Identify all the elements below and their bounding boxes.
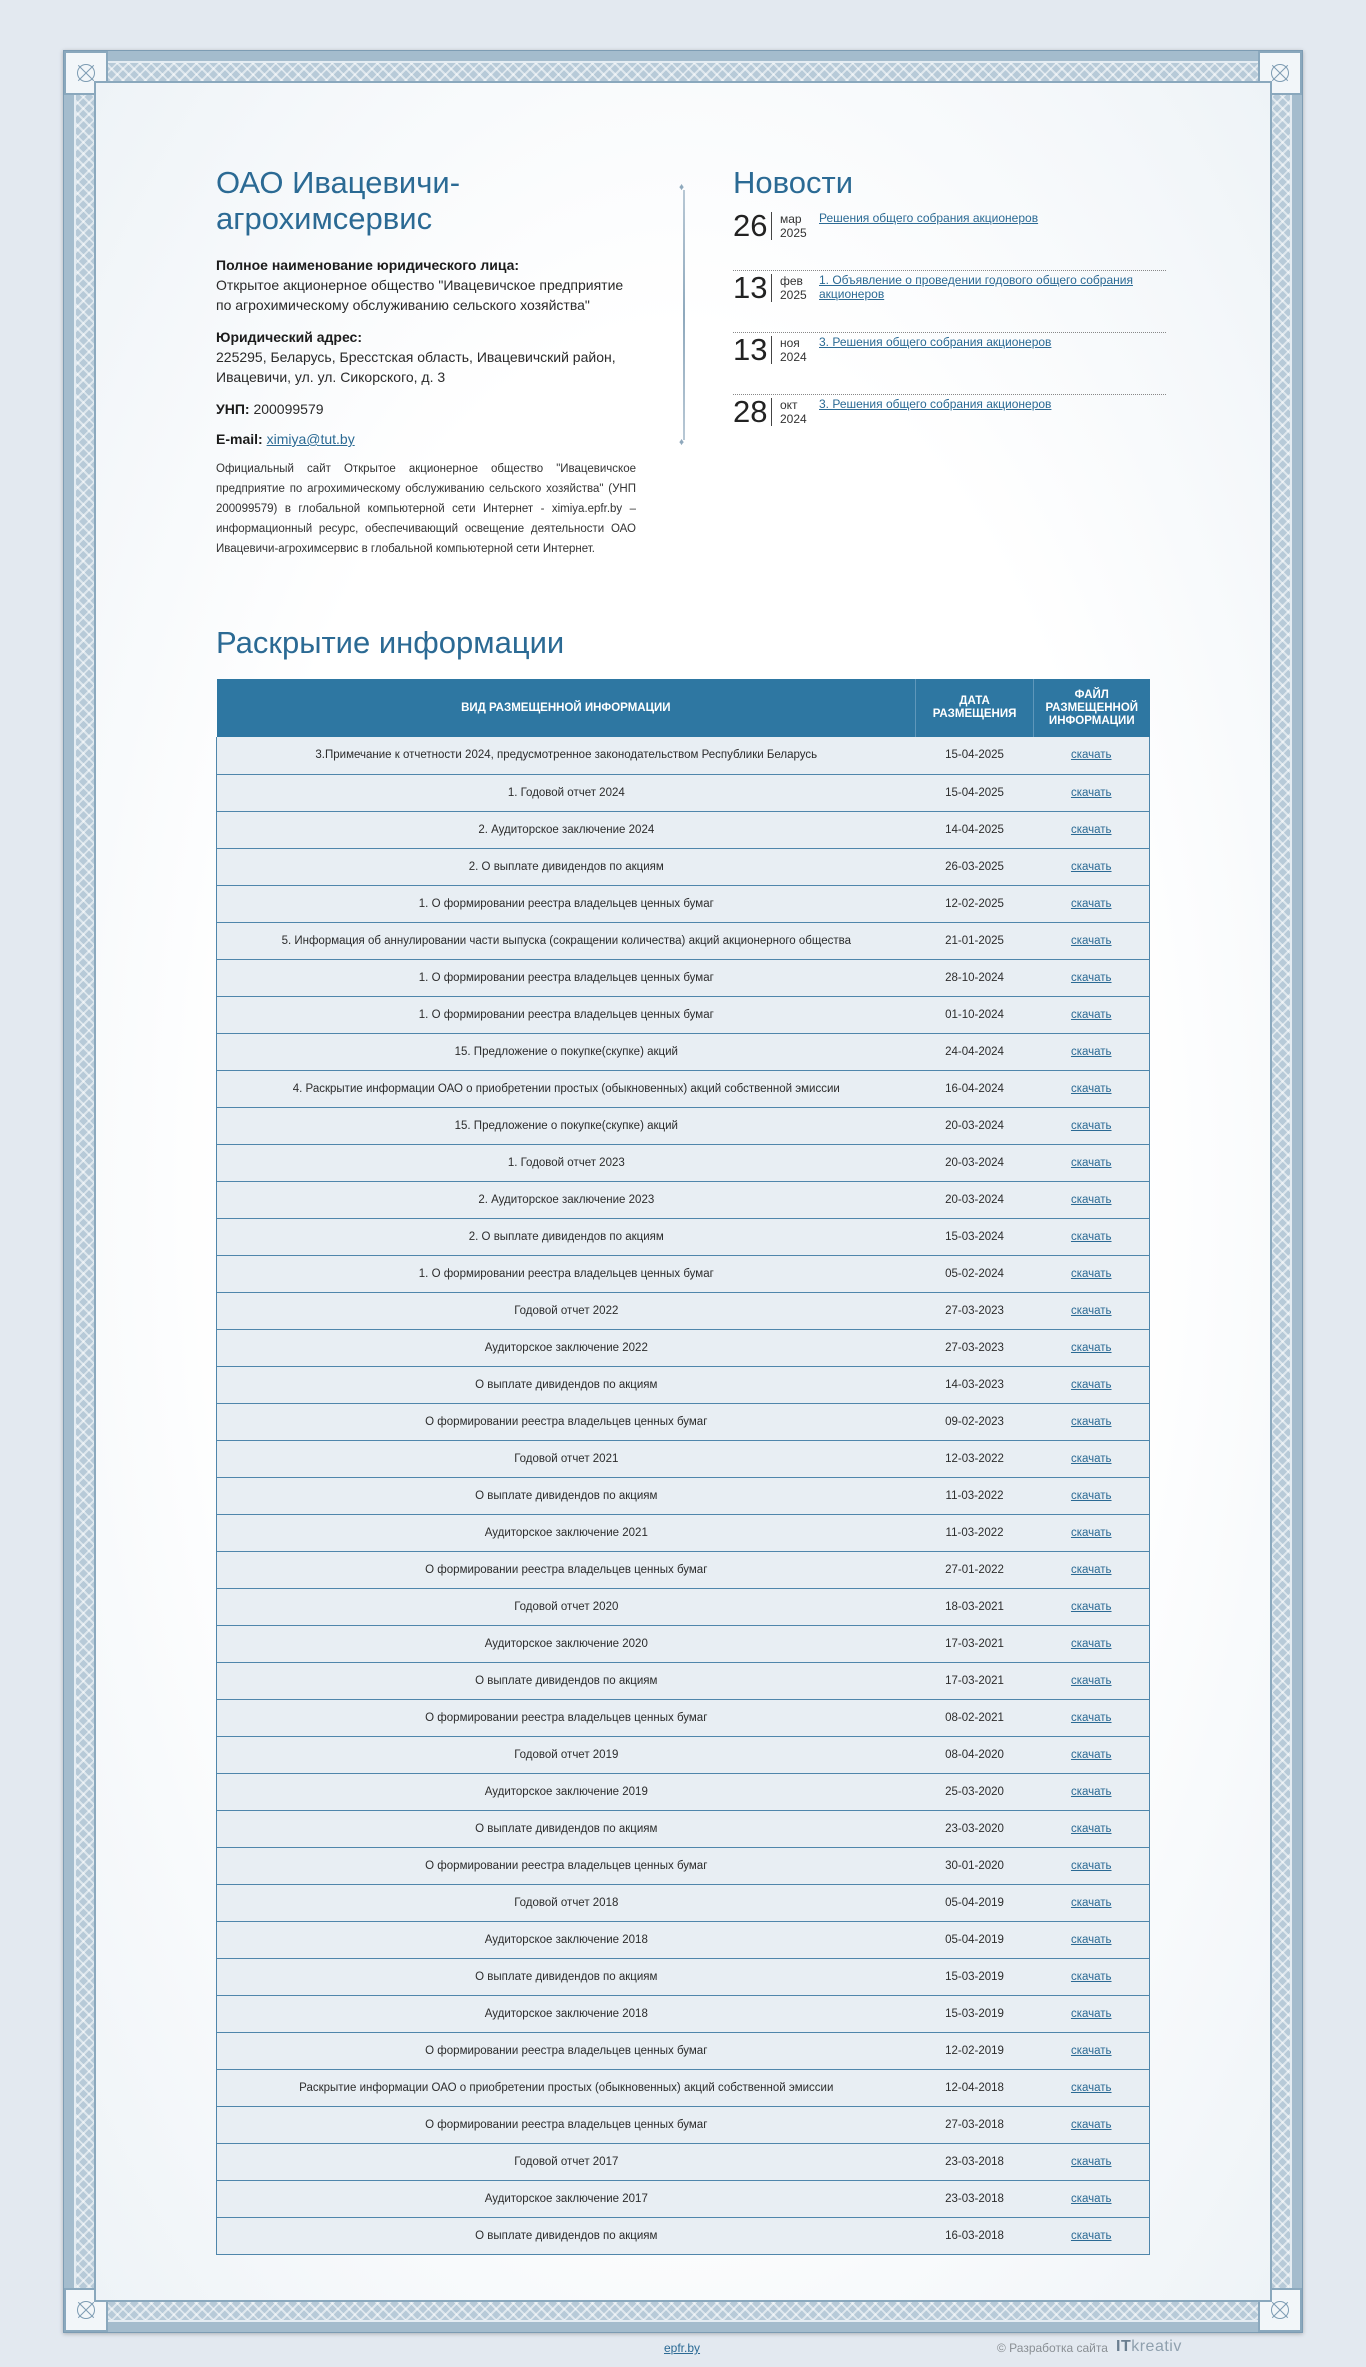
info-type-cell: О формировании реестра владельцев ценных бумаг [217,1847,916,1884]
download-link[interactable]: скачать [1070,1008,1112,1021]
file-cell [1034,1699,1150,1736]
download-link[interactable]: скачать [1070,1267,1112,1280]
table-header-row [217,679,1150,737]
date-cell: 27-03-2018 [916,2106,1034,2143]
news-day: 26 [733,208,768,243]
file-cell [1034,1218,1150,1255]
download-link[interactable]: скачать [1070,860,1112,873]
news-title: Новости [733,165,854,200]
table-row [217,2143,1150,2180]
footer [0,2338,1366,2361]
download-link[interactable]: скачать [1070,1970,1112,1983]
table-row [217,2106,1150,2143]
table-row [217,1699,1150,1736]
download-link[interactable]: скачать [1070,1822,1112,1835]
table-row [217,1921,1150,1958]
info-type-cell: О выплате дивидендов по акциям [217,1810,916,1847]
disclosure-title: Раскрытие информации [216,625,565,660]
news-month-year [771,274,819,302]
file-cell [1034,1847,1150,1884]
table-row [217,885,1150,922]
download-link[interactable]: скачать [1070,1896,1112,1909]
table-row [217,811,1150,848]
full-name-value: Открытое акционерное общество "Ивацевичское предприятие по агрохимическому обслуживанию сельского хозяйства" [216,277,624,313]
info-type-cell: 2. О выплате дивидендов по акциям [217,1218,916,1255]
info-type-cell: О формировании реестра владельцев ценных бумаг [217,1699,916,1736]
news-day: 28 [733,394,768,429]
header-type[interactable]: ВИД РАЗМЕЩЕННОЙ ИНФОРМАЦИИ [217,679,916,737]
info-type-cell: Аудиторское заключение 2021 [217,1514,916,1551]
file-cell [1034,1514,1150,1551]
file-cell [1034,1107,1150,1144]
info-type-cell: О выплате дивидендов по акциям [217,1366,916,1403]
file-cell [1034,1440,1150,1477]
table-row [217,1477,1150,1514]
download-link[interactable]: скачать [1070,1526,1112,1539]
table-row [217,1588,1150,1625]
date-cell: 15-04-2025 [916,774,1034,811]
info-type-cell: 3.Примечание к отчетности 2024, предусмотренное законодательством Республики Беларусь [217,737,916,774]
news-day: 13 [733,270,768,305]
date-cell: 12-02-2025 [916,885,1034,922]
info-type-cell: Раскрытие информации ОАО о приобретении простых (обыкновенных) акций собственной эмиссии [217,2069,916,2106]
news-link[interactable]: 3. Решения общего собрания акционеров [819,397,1052,411]
email-label: E-mail: [216,431,263,447]
download-link[interactable]: скачать [1070,1230,1112,1243]
table-row [217,1847,1150,1884]
table-row [217,1995,1150,2032]
info-type-cell: О выплате дивидендов по акциям [217,1662,916,1699]
file-cell [1034,1551,1150,1588]
download-link[interactable]: скачать [1070,2081,1112,2094]
info-type-cell: Аудиторское заключение 2018 [217,1995,916,2032]
table-row [217,1662,1150,1699]
info-type-cell: Годовой отчет 2019 [217,1736,916,1773]
download-link[interactable]: скачать [1070,1748,1112,1761]
news-month-year [771,212,819,240]
file-cell [1034,1736,1150,1773]
download-link[interactable]: скачать [1070,1563,1112,1576]
news-year: 2024 [780,412,807,426]
info-type-cell: Аудиторское заключение 2018 [217,1921,916,1958]
email-row [216,429,636,449]
table-row [217,737,1150,774]
download-link[interactable]: скачать [1070,749,1112,762]
full-name-label: Полное наименование юридического лица: [216,257,520,273]
info-type-cell: Годовой отчет 2017 [217,2143,916,2180]
news-link[interactable]: 1. Объявление о проведении годового общего собрания акционеров [819,273,1133,301]
download-link[interactable]: скачать [1070,1193,1112,1206]
table-row [217,2217,1150,2254]
file-cell [1034,1588,1150,1625]
news-month: фев [780,274,803,288]
download-link[interactable]: скачать [1070,823,1112,836]
date-cell: 21-01-2025 [916,922,1034,959]
download-link[interactable]: скачать [1070,1711,1112,1724]
date-cell: 16-04-2024 [916,1070,1034,1107]
news-link[interactable]: 3. Решения общего собрания акционеров [819,335,1052,349]
section-divider [683,190,685,440]
info-type-cell: О формировании реестра владельцев ценных бумаг [217,2032,916,2069]
info-type-cell: Годовой отчет 2020 [217,1588,916,1625]
table-row [217,1033,1150,1070]
table-row [217,774,1150,811]
table-row [217,2180,1150,2217]
file-cell [1034,2106,1150,2143]
download-link[interactable]: скачать [1070,1082,1112,1095]
file-cell [1034,1625,1150,1662]
file-cell [1034,2180,1150,2217]
info-type-cell: Аудиторское заключение 2019 [217,1773,916,1810]
info-type-cell: 2. Аудиторское заключение 2023 [217,1181,916,1218]
file-cell [1034,922,1150,959]
disclosure-section [216,625,1150,2255]
info-type-cell: Годовой отчет 2018 [217,1884,916,1921]
date-cell: 20-03-2024 [916,1181,1034,1218]
table-row [217,1366,1150,1403]
footer-epfr-link[interactable]: epfr.by [664,2341,701,2355]
download-link[interactable]: скачать [1070,1637,1112,1650]
download-link[interactable]: скачать [1070,1119,1112,1132]
file-cell [1034,1810,1150,1847]
date-cell: 28-10-2024 [916,959,1034,996]
date-cell: 05-02-2024 [916,1255,1034,1292]
download-link[interactable]: скачать [1070,1304,1112,1317]
date-cell: 12-04-2018 [916,2069,1034,2106]
file-cell [1034,1181,1150,1218]
info-type-cell: О формировании реестра владельцев ценных бумаг [217,2106,916,2143]
info-type-cell: О формировании реестра владельцев ценных бумаг [217,1551,916,1588]
file-cell [1034,1144,1150,1181]
download-link[interactable]: скачать [1070,1378,1112,1391]
news-list [733,209,1166,457]
download-link[interactable]: скачать [1070,2229,1112,2242]
table-row [217,1440,1150,1477]
table-row [217,1107,1150,1144]
date-cell: 27-03-2023 [916,1329,1034,1366]
table-row [217,1144,1150,1181]
file-cell [1034,1033,1150,1070]
table-row [217,1773,1150,1810]
download-link[interactable]: скачать [1070,1045,1112,1058]
date-cell: 12-02-2019 [916,2032,1034,2069]
date-cell: 23-03-2020 [916,1810,1034,1847]
table-row [217,959,1150,996]
table-row [217,1551,1150,1588]
unp-label: УНП: [216,401,250,417]
file-cell [1034,2032,1150,2069]
file-cell [1034,1292,1150,1329]
header-file[interactable]: ФАЙЛ РАЗМЕЩЕННОЙ ИНФОРМАЦИИ [1034,679,1150,737]
date-cell: 15-03-2019 [916,1995,1034,2032]
site-description: Официальный сайт Открытое акционерное общество "Ивацевичское предприятие по агрохимическому обслуживанию сельского хозяйства" (УНП 200099579) в глобальной компьютерной сети Интернет - ximiya.epfr.by – информационный ресурс, обеспечивающий освещение деятельности ОАО Ивацевичи-агрохимсервис в глобальной компьютерной сети Интернет. [216,463,636,555]
file-cell [1034,811,1150,848]
news-month: ноя [780,336,800,350]
news-month-year [771,336,819,364]
download-link[interactable]: скачать [1070,1859,1112,1872]
date-cell: 16-03-2018 [916,2217,1034,2254]
download-link[interactable]: скачать [1070,2192,1112,2205]
date-cell: 15-03-2024 [916,1218,1034,1255]
download-link[interactable]: скачать [1070,1674,1112,1687]
file-cell [1034,1403,1150,1440]
date-cell: 20-03-2024 [916,1107,1034,1144]
download-link[interactable]: скачать [1070,2155,1112,2168]
developer-logo[interactable]: ITkreativ [1116,2338,1182,2355]
address-value: 225295, Беларусь, Бресстская область, Ивацевичский район, Ивацевичи, ул. ул. Сикорского, д. 3 [216,349,616,385]
email-link[interactable]: ximiya@tut.by [266,431,355,447]
download-link[interactable]: скачать [1070,1933,1112,1946]
table-row [217,1736,1150,1773]
news-item [733,209,1166,271]
date-cell: 05-04-2019 [916,1921,1034,1958]
file-cell [1034,1884,1150,1921]
table-row [217,1958,1150,1995]
info-type-cell: Аудиторское заключение 2022 [217,1329,916,1366]
news-month-year [771,398,819,426]
footer-copyright: © Разработка сайта [997,2341,1108,2355]
table-row [217,2069,1150,2106]
date-cell: 01-10-2024 [916,996,1034,1033]
date-cell: 30-01-2020 [916,1847,1034,1884]
info-type-cell: О выплате дивидендов по акциям [217,1958,916,1995]
date-cell: 11-03-2022 [916,1514,1034,1551]
info-type-cell: 1. О формировании реестра владельцев ценных бумаг [217,996,916,1033]
header-date[interactable]: ДАТА РАЗМЕЩЕНИЯ [916,679,1034,737]
file-cell [1034,774,1150,811]
date-cell: 08-02-2021 [916,1699,1034,1736]
info-type-cell: 5. Информация об аннулировании части выпуска (сокращении количества) акций акционерного общества [217,922,916,959]
file-cell [1034,959,1150,996]
file-cell [1034,2069,1150,2106]
date-cell: 14-03-2023 [916,1366,1034,1403]
info-type-cell: 1. Годовой отчет 2023 [217,1144,916,1181]
news-year: 2024 [780,350,807,364]
file-cell [1034,1958,1150,1995]
file-cell [1034,848,1150,885]
info-type-cell: Аудиторское заключение 2017 [217,2180,916,2217]
table-row [217,1070,1150,1107]
info-type-cell: Аудиторское заключение 2020 [217,1625,916,1662]
download-link[interactable]: скачать [1070,1156,1112,1169]
date-cell: 17-03-2021 [916,1625,1034,1662]
date-cell: 12-03-2022 [916,1440,1034,1477]
date-cell: 27-01-2022 [916,1551,1034,1588]
file-cell [1034,1255,1150,1292]
date-cell: 25-03-2020 [916,1773,1034,1810]
download-link[interactable]: скачать [1070,2044,1112,2057]
unp-value: 200099579 [253,401,324,417]
download-link[interactable]: скачать [1070,971,1112,984]
download-link[interactable]: скачать [1070,2007,1112,2020]
download-link[interactable]: скачать [1070,1452,1112,1465]
news-month: окт [780,398,798,412]
download-link[interactable]: скачать [1070,786,1112,799]
info-type-cell: 1. О формировании реестра владельцев ценных бумаг [217,1255,916,1292]
date-cell: 08-04-2020 [916,1736,1034,1773]
news-item [733,395,1166,457]
news-section [733,165,1166,457]
file-cell [1034,1921,1150,1958]
info-type-cell: 1. Годовой отчет 2024 [217,774,916,811]
file-cell [1034,1477,1150,1514]
date-cell: 11-03-2022 [916,1477,1034,1514]
date-cell: 23-03-2018 [916,2180,1034,2217]
download-link[interactable]: скачать [1070,2118,1112,2131]
news-item [733,333,1166,395]
date-cell: 15-03-2019 [916,1958,1034,1995]
table-row [217,1292,1150,1329]
download-link[interactable]: скачать [1070,1600,1112,1613]
unp-row [216,399,636,419]
info-type-cell: 1. О формировании реестра владельцев ценных бумаг [217,885,916,922]
table-row [217,922,1150,959]
file-cell [1034,996,1150,1033]
info-type-cell: Годовой отчет 2021 [217,1440,916,1477]
info-type-cell: О формировании реестра владельцев ценных бумаг [217,1403,916,1440]
date-cell: 20-03-2024 [916,1144,1034,1181]
info-type-cell: Годовой отчет 2022 [217,1292,916,1329]
file-cell [1034,1070,1150,1107]
date-cell: 26-03-2025 [916,848,1034,885]
download-link[interactable]: скачать [1070,934,1112,947]
news-year: 2025 [780,226,807,240]
download-link[interactable]: скачать [1070,1341,1112,1354]
table-row [217,1884,1150,1921]
file-cell [1034,1662,1150,1699]
info-type-cell: 15. Предложение о покупке(скупке) акций [217,1107,916,1144]
company-info [216,165,636,559]
info-type-cell: 2. О выплате дивидендов по акциям [217,848,916,885]
date-cell: 17-03-2021 [916,1662,1034,1699]
news-month: мар [780,212,802,226]
download-link[interactable]: скачать [1070,1415,1112,1428]
date-cell: 23-03-2018 [916,2143,1034,2180]
table-row [217,1625,1150,1662]
table-row [217,1181,1150,1218]
file-cell [1034,2217,1150,2254]
date-cell: 27-03-2023 [916,1292,1034,1329]
table-row [217,1218,1150,1255]
info-type-cell: 2. Аудиторское заключение 2024 [217,811,916,848]
table-row [217,1255,1150,1292]
file-cell [1034,885,1150,922]
date-cell: 09-02-2023 [916,1403,1034,1440]
table-row [217,1403,1150,1440]
table-row [217,1810,1150,1847]
disclosure-table [216,679,1150,2255]
info-type-cell: 1. О формировании реестра владельцев ценных бумаг [217,959,916,996]
table-row [217,1514,1150,1551]
info-type-cell: 15. Предложение о покупке(скупке) акций [217,1033,916,1070]
file-cell [1034,1329,1150,1366]
news-link[interactable]: Решения общего собрания акционеров [819,211,1039,225]
download-link[interactable]: скачать [1070,1489,1112,1502]
file-cell [1034,1366,1150,1403]
date-cell: 05-04-2019 [916,1884,1034,1921]
download-link[interactable]: скачать [1070,897,1112,910]
file-cell [1034,2143,1150,2180]
info-type-cell: 4. Раскрытие информации ОАО о приобретении простых (обыкновенных) акций собственной эмиссии [217,1070,916,1107]
news-year: 2025 [780,288,807,302]
date-cell: 15-04-2025 [916,737,1034,774]
file-cell [1034,1773,1150,1810]
news-item [733,271,1166,333]
file-cell [1034,737,1150,774]
date-cell: 24-04-2024 [916,1033,1034,1070]
date-cell: 18-03-2021 [916,1588,1034,1625]
table-row [217,996,1150,1033]
file-cell [1034,1995,1150,2032]
info-type-cell: О выплате дивидендов по акциям [217,2217,916,2254]
download-link[interactable]: скачать [1070,1785,1112,1798]
date-cell: 14-04-2025 [916,811,1034,848]
company-title: ОАО Ивацевичи-агрохимсервис [216,165,461,236]
address-label: Юридический адрес: [216,329,362,345]
table-row [217,848,1150,885]
news-day: 13 [733,332,768,367]
table-row [217,1329,1150,1366]
table-row [217,2032,1150,2069]
info-type-cell: О выплате дивидендов по акциям [217,1477,916,1514]
